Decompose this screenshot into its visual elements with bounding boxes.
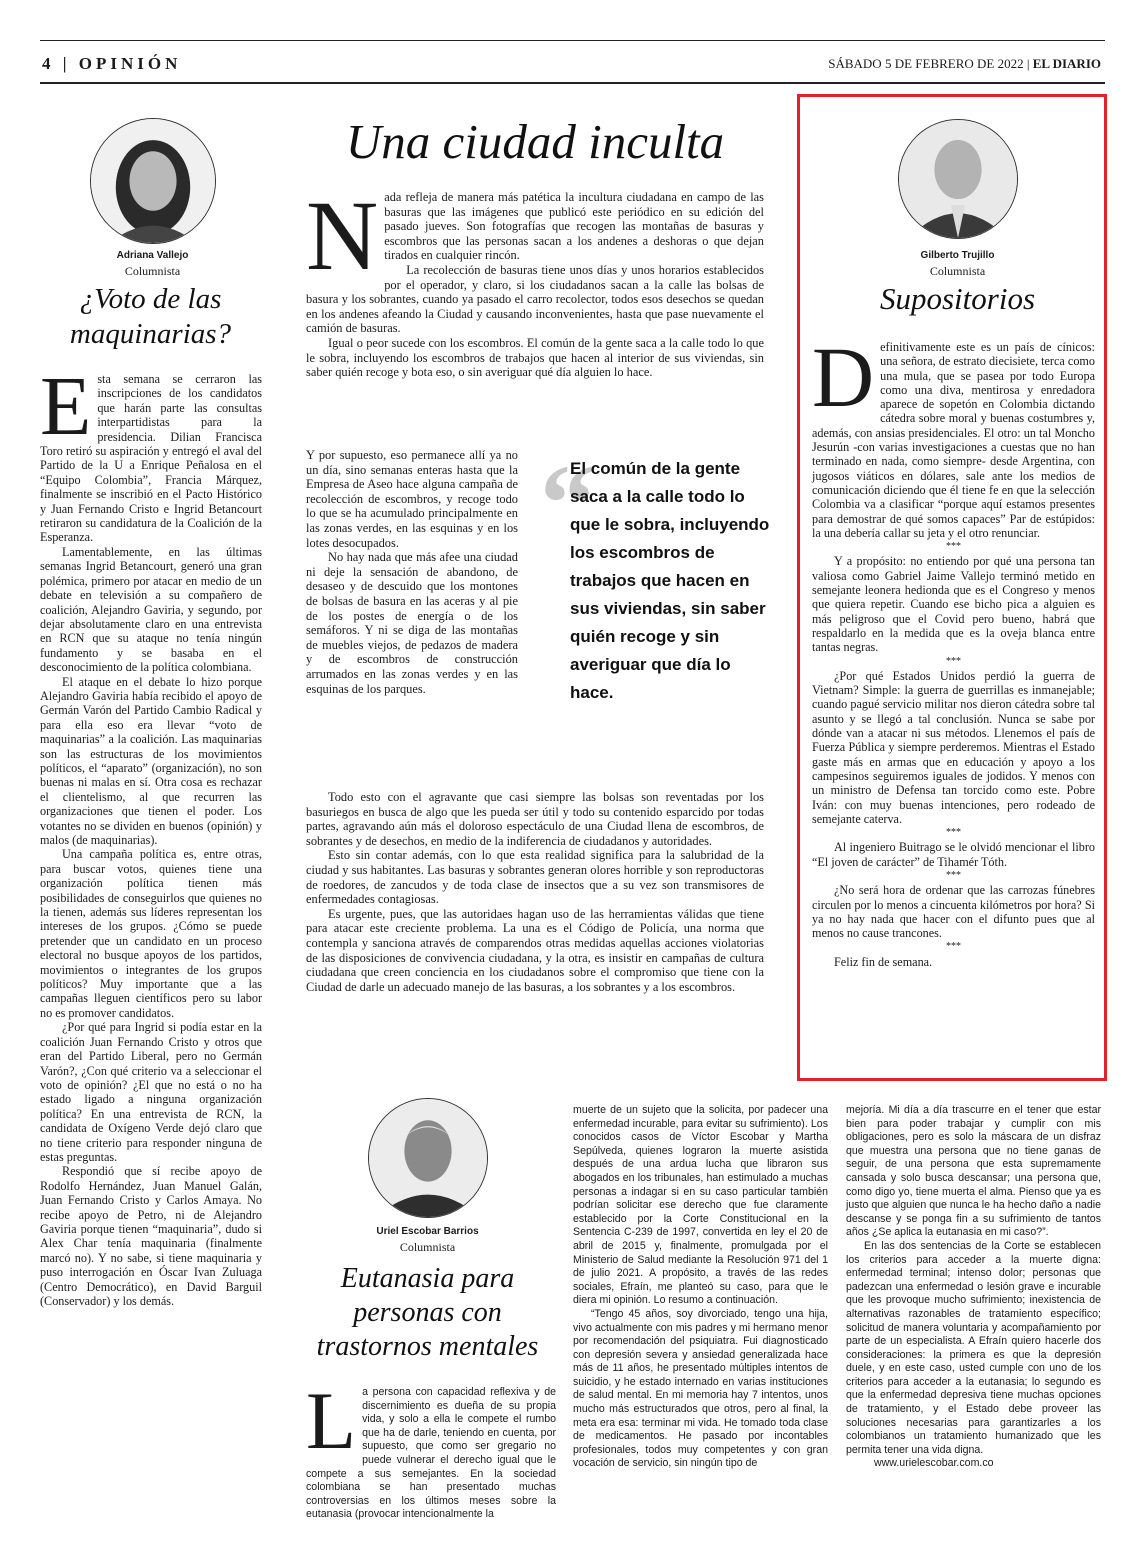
- paragraph: Lamentablemente, en las últimas semanas Ingrid Betancourt, generó una gran polémica, primero por atacar en medio de un debate en televisión a su compañero de coalición, Alejandro Gaviria, y segundo, por dejar absolutamente claro en una entrevista en RCN que su ataque no tenía ningún fundamento y se basaba en el desconocimiento de la política colombiana.: [40, 544, 262, 675]
- paragraph: Definitivamente este es un país de cínicos: una señora, de estrato diecisiete, terca como una mula, que se pasea por todo Europa como una diva, mentirosa y enredadora aparece de sopetón en Colombia dictando cátedra sobre moral y buenas costumbres y, además, con ansias presidenciales. El otro: un tal Moncho Jesurún -con varias investigaciones a cuestas que no han terminado en nada, como siempre- desde Argentina, con jugosos viáticos en dólares, sale ante los medios de comunicación diciendo que él tiene fe en que la selección Colombia va a clasificar “porque aquí estamos presentes para demostrar de qué somos capaces” Par de estúpidos: la una debería callar su jeta y el otro renunciar.: [812, 329, 1095, 540]
- paragraph: Feliz fin de semana.: [834, 954, 933, 969]
- paragraph: El ataque en el debate lo hizo porque Alejandro Gaviria había recibido el apoyo de Germán Varón del Partido Cambio Radical y para ella eso era llevar “voto de maquinarias” a la coalición. Las maquinarias son las estructuras de los movimientos políticos, el “aparato” (organización), no son buenas ni malas en sí. Otra cosa es rechazar el clientelismo, al que recurren las organizaciones que tienen el poder. Los votantes no se dividen en buenos (opinión) y malos (de maquinarias).: [40, 674, 262, 847]
- separator: ***: [946, 941, 961, 953]
- separator: ***: [946, 655, 961, 667]
- portrait-icon: [369, 1099, 487, 1217]
- paragraph: Respondió que sí recibe apoyo de Rodolfo Hernández, Juan Manuel Galán, Juan Fernando Cristo y Carlos Amaya. No recibe apoyo de Petro, ni de Alejandro Gaviria porque tienen “maquinaria”, dudo si Alex Char tenía maquinaria (finalmente marcó no). Y no sabe, si tiene maquinaria y puso interrogación en Óscar Ivan Zuluaga (Centro Democrático), en David Barguil (Conservador) y los demás.: [40, 1164, 262, 1308]
- article-body-left: [40, 360, 262, 1308]
- article-body-bottom-col1: [306, 1375, 556, 1522]
- paragraph: Esta semana se cerraron las inscripciones de los candidatos que harán parte las consultas interpartidistas para la presidencia. Dilian Francisca Toro retiró su aspiración y entregó el aval del Partido de la U a Enrique Peñalosa en el “Equipo Colombia”, Francia Márquez, finalmente se inscribió en el Pacto Histórico y Juan Fernando Cristo e Ingrid Betancourt retiraron su candidatura de la Coalición de la Esperanza.: [40, 360, 262, 545]
- paragraph: En las dos sentencias de la Corte se establecen los criterios para acceder a la muerte digna: enfermedad terminal; intenso dolor; personas que padezcan una enfermedad o lesión grave e incurable que les provoque mucho sufrimiento; inexistencia de alternativas razonables de tratamiento específico; solicitud de manera voluntaria y acompañamiento por parte de un especialista. A Efraín quiero hacerle dos consideraciones: la primera es que la depresión duele, y en este caso, usted cumple con uno de los criterios para acceder a la eutanasia; lo segundo es que la enfermedad depresiva tiene muchas opciones de tratamiento, y el Estado debe proveer las soluciones necesarias para garantizarles a los colombianos un tratamiento humanizado que les permita tener una vida digna.: [846, 1239, 1101, 1456]
- author-photo-adriana: [90, 118, 216, 244]
- dropcap: N: [306, 180, 379, 291]
- date-text: SÁBADO 5 DE FEBRERO DE 2022 |: [828, 56, 1030, 71]
- dropcap: E: [40, 360, 92, 453]
- paper-name: EL DIARIO: [1032, 56, 1101, 71]
- portrait-icon: [899, 120, 1017, 238]
- paragraph: ¿Por qué Estados Unidos perdió la guerra de Vietnam? Simple: la guerra de guerrillas es inmanejable; cuando pagué servicio militar nos dieron cátedra sobre tal asunto y se llegó a tal conclusión. Nunca se sabe por dónde van a atacar ni sus métodos. Llenemos el país de Fuerza Pública y siempre perderemos. Mientras el Estado gaste más en armas que en educación y apoyo a los campesinos seguiremos iguales de jodidos. Y menos con un ministro de Defensa tan torcido como este. Pobre Iván: con muy buenas intenciones, pero rodeado de semejante caterva.: [812, 668, 1095, 826]
- article-title-center: Una ciudad inculta: [345, 114, 725, 169]
- website-link[interactable]: www.urielescobar.com.co: [874, 1457, 994, 1470]
- paragraph: Igual o peor sucede con los escombros. El común de la gente saca a la calle todo lo que le sobra, incluyendo los escombros de trabajos que hacen al interior de sus viviendas, sin saber quién recoge y bota eso, o sin averiguar qué día alguien lo hace.: [306, 335, 764, 380]
- author-photo-uriel: [368, 1098, 488, 1218]
- issue-date: [828, 56, 1101, 72]
- author-name-right: Gilberto Trujillo: [920, 250, 995, 261]
- author-role-bottom: Columnista: [399, 1240, 456, 1254]
- quote-mark-icon: “: [540, 442, 595, 564]
- dropcap: D: [812, 329, 875, 425]
- article-body-center-bottom: [306, 790, 764, 994]
- paragraph: Y a propósito: no entiendo por qué una persona tan valiosa como Gabriel Jaime Vallejo terminó metido en semejante leonera hedionda que es el Congreso y menos que quiera repetir. Cuando ese bicho pica a alguien es más peligroso que el Covid pero bueno, habrá que respaldarlo en la medida que es la oveja blanca entre tantas negras.: [812, 554, 1095, 655]
- column-title-left: ¿Voto de las maquinarias?: [69, 283, 232, 350]
- author-photo-gilberto: [898, 119, 1018, 239]
- paragraph: Y por supuesto, eso permanece allí ya no un día, sino semanas enteras hasta que la Empresa de Aseo hace alguna campaña de recolección de escombros, y recoge todo lo que se ha acumulado principalmente en las zonas verdes, en las esquinas y en los lotes desocupados.: [306, 448, 518, 550]
- header-rule-bottom: [40, 82, 1105, 84]
- paragraph: Todo esto con el agravante que casi siempre las bolsas son reventadas por los basuriegos en busca de algo que les pueda ser útil y todo su contenido esparcido por todas partes, agravando aún más el doloroso espectáculo de una Ciudad llena de escombros, de sobrantes y de desechos, en medio de la indiferencia de ciudadanos y autoridades.: [306, 790, 764, 848]
- article-body-bottom-col3: [846, 1104, 1101, 1471]
- article-title-bottom: Eutanasia para personas con trastornos mentales: [316, 1263, 539, 1362]
- article-body-center-narrow: [306, 448, 518, 696]
- paragraph: ¿Por qué para Ingrid si podía estar en la coalición Juan Fernando Cristo y otros que eran del Partido Liberal, pero no Germán Varón?, ¿Con qué criterio va a seleccionar el voto de opinión? ¿El que no está o no ha estado ligado a ninguna organización política? En una entrevista de RCN, la candidata de Oxígeno Verde dejó claro que no tiene criterio para responder ninguna de estas preguntas.: [40, 1020, 262, 1164]
- paragraph: Es urgente, pues, que las autoridaes hagan uso de las herramientas válidas que tiene para atacar este creciente problema. La una es el Código de Policía, una norma que contempla y sanciona através de comparendos otras medidas aquellas acciones violatorias de las disposiciones de convivencia ciudadana, y la otra, es insistir en campañas de cultura ciudadana que creen conciencia en los ciudadanos sobre el compromiso que tiene con la Ciudad de darle un adecuado manejo de las basuras, a los sobrantes y a los escombros.: [306, 906, 764, 994]
- separator: ***: [946, 541, 961, 553]
- article-body-center-top: [306, 180, 764, 380]
- paragraph: La recolección de basuras tiene unos días y unos horarios establecidos por el operador, y claro, si los ciudadanos sacan a la calle las bolsas de basura y los sobrantes, cuando ya pasado el carro recolector, todos esos desechos se quedan en los andenes afeando la Ciudad y causando inconvenientes, hasta que pase nuevamente el camión de basuras.: [306, 262, 764, 336]
- paragraph: “Tengo 45 años, soy divorciado, tengo una hija, vivo actualmente con mis padres y mi hermano menor por recomendación del psiquiatra. Fui diagnosticado con depresión severa y ansiedad generalizada hace más de 11 años, he presentado múltiples intentos de suicidio, y he estado internado en varias instituciones de salud mental. En mi memoria hay 7 intentos, unos mucho más estructurados que otros, pero al final, la meta era esa: terminar mi vida. He tomado toda clase de medicamentos. He pasado por incontables profesionales, todos muy competentes y con gran vocación de servicio, sin ningún tipo de: [573, 1307, 828, 1470]
- author-role-right: Columnista: [929, 264, 986, 278]
- paragraph: muerte de un sujeto que la solicita, por padecer una enfermedad incurable, para evitar su sufrimiento). Los conocidos casos de Víctor Escobar y Martha Sepúlveda, quienes lograron la muerte asistida después de una ardua lucha que libraron sus abogados en los tribunales, han estimulado a muchas personas a indagar si en su caso particular también podrían solicitar ese derecho que fue claramente establecido por la Corte Constitucional en la Sentencia C-239 de 1997, convertida en ley el 20 de abril de 2015 y, finalmente, promulgada por el Ministerio de Salud mediante la Resolución 971 del 1 de julio 2021. A propósito, a través de las redes sociales, Efraín, me planteó su caso, para que le diera mi opinión. Lo resumo a continuación.: [573, 1104, 828, 1307]
- header-rule-top: [40, 40, 1105, 41]
- paragraph: La persona con capacidad reflexiva y de discernimiento es dueña de su propia vida, y solo a ella le compete el rumbo que ha de darle, teniendo en cuenta, por supuesto, que como ser gregario no puede vulnerar el derecho igual que le compete a sus semejantes. En la sociedad colombiana se han presentado muchas controversias en los últimos meses sobre la eutanasia (provocar intencionalmente la: [306, 1375, 556, 1521]
- paragraph: Nada refleja de manera más patética la incultura ciudadana en campo de las basuras que las imágenes que publicó este periódico en su edición del pasado jueves. Son fotografías que recogen las montañas de basuras y escombros que las personas sacan a los andenes a deshoras o que dejan tirados en cualquier rincón.: [306, 180, 764, 291]
- article-body-right: [812, 329, 1095, 969]
- paragraph: Esto sin contar además, con lo que esta realidad significa para la salubridad de la ciudad y sus habitantes. Las basuras y sobrantes generan olores horrible y son reproductoras de roedores, de zancudos y de toda clase de insectos que a su vez son transmisores de enfermedades contagiosas.: [306, 848, 764, 907]
- pull-quote: El común de la gente saca a la calle todo lo que le sobra, incluyendo los escombros de trabajos que hacen en sus viviendas, sin saber quién recoge y sin averiguar que día lo hace.: [570, 459, 770, 702]
- author-name-left: Adriana Vallejo: [116, 250, 189, 261]
- paragraph: ¿No será hora de ordenar que las carrozas fúnebres circulen por lo menos a cincuenta kilómetros por hora? Si ya no hay nada que hacer con el difunto pues que al menos no cause trancones.: [812, 883, 1095, 941]
- separator: ***: [946, 827, 961, 839]
- author-name-bottom: Uriel Escobar Barrios: [376, 1226, 479, 1237]
- column-title-right: Supositorios: [879, 281, 1036, 316]
- paragraph: mejoría. Mi día a día trascurre en el tener que estar bien para poder trabajar y cumplir con mis obligaciones, pero es solo la máscara de un disfraz que muestra una persona que no tiene ganas de seguir, de una persona que esta supremamente cansada y solo busca descansar; una persona que, como digo yo, tiene muerta el alma. Pienso que ya es justo que alguien que nunca le ha hecho daño a nadie descanse y se ponga fin a su sufrimiento de tantos años ¿Se aplica la eutanasia en mi caso?”.: [846, 1104, 1101, 1239]
- page-section-label: 4 | OPINIÓN: [42, 54, 182, 73]
- dropcap: L: [306, 1375, 357, 1466]
- portrait-icon: [91, 119, 215, 243]
- author-role-left: Columnista: [124, 264, 181, 278]
- paragraph: Al ingeniero Buitrago se le olvidó mencionar el libro “El joven de carácter” de Tihamér Tóth.: [812, 840, 1095, 869]
- separator: ***: [946, 869, 961, 881]
- article-body-bottom-col2: [573, 1104, 828, 1471]
- paragraph: Una campaña política es, entre otras, para buscar votos, quienes tiene una organización política tienen más posibilidades de conseguirlos que quienes no la tienen, además sus líderes representan los intereses de los grupos. ¿Cómo se puede pretender que un candidato en un proceso electoral no busque apoyos de los partidos, movimientos o integrantes de los grupos políticos? Muy importante que a las campañas lleguen científicos pero su labor no es promover candidatos.: [40, 847, 262, 1020]
- paragraph: No hay nada que más afee una ciudad ni deje la sensación de abandono, de desaseo y de descuido que los montones de bolsas de basura en las aceras y al pie de los postes de energía o de los semáforos. Y ni se diga de las montañas de muebles viejos, de pedazos de madera y de escombros de construcción arrumados en las zonas verdes y en las esquinas de los parques.: [306, 550, 518, 696]
